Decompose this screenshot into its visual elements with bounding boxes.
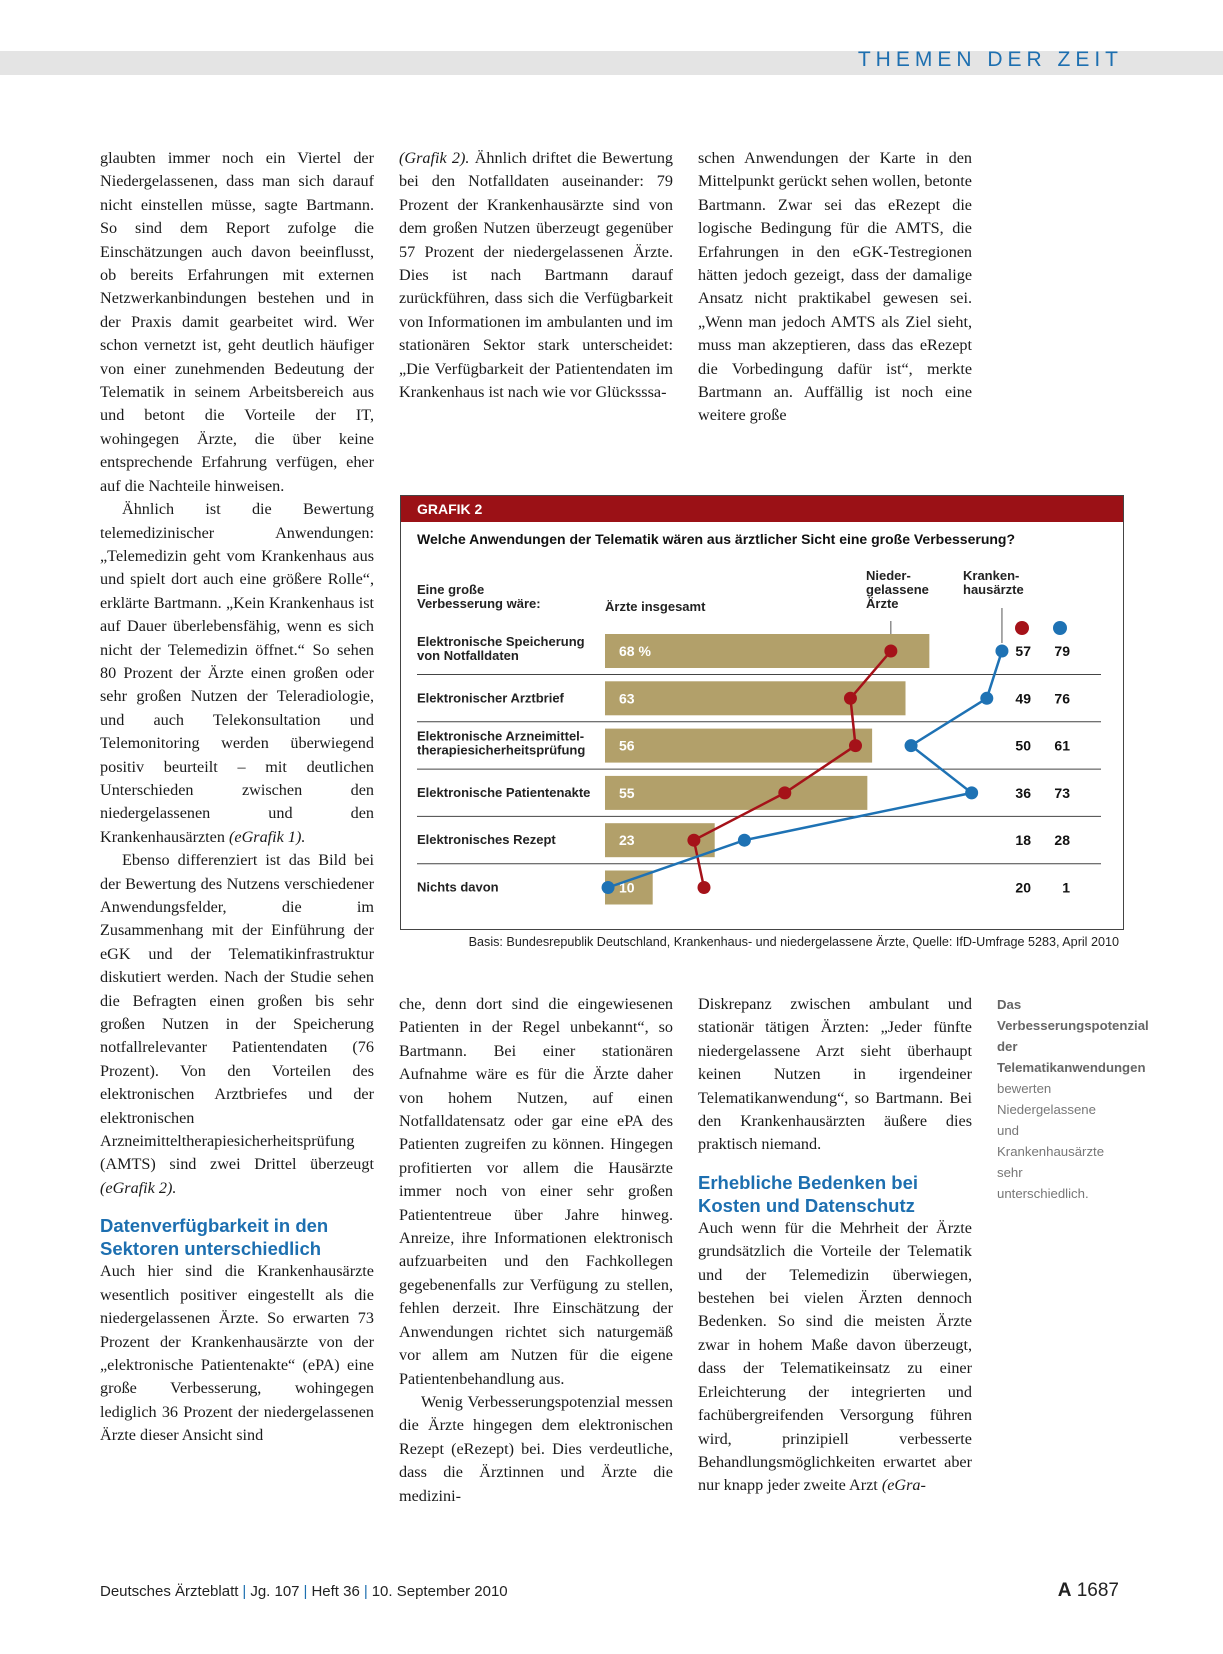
paragraph: che, denn dort sind die eingewiesenen Patienten in der Regel unbekannt“, so Bartmann. Bei einer stationären Aufnahme wäre es für die Ärzte daher von hohem Nutzen, auf einen Notfalldatensatz oder gar eine ePA des Patienten zugreifen zu können. Hingegen profitierten vor allem die Hausärzte immer noch von einer sehr großen Patiententreue über Jahre hinweg. Anreize, ihre Informationen elektronisch aufzuarbeiten und den Fachkollegen gegebenenfalls zur Verfügung zu stellen, fehlen derzeit. Ihre Einschätzung der Anwendungen richtet sich naturgemäß vor allem am Nutzen für die eigene Patientenbehandlung aus. [399, 995, 673, 1388]
category-label: Elektronisches Rezept [417, 832, 556, 848]
series-point [602, 881, 615, 894]
subheading: Datenverfügbarkeit in den Sektoren unterschiedlich [100, 1215, 329, 1260]
category-label: Nichts davon [417, 879, 499, 895]
column-1 [100, 147, 374, 1448]
legend-dot-krankenhaus [1053, 621, 1067, 635]
legend-dot-niedergelassene [1015, 621, 1029, 635]
chart-svg [401, 496, 1123, 929]
volume: Jg. 107 [250, 1583, 300, 1600]
paragraph: Wenig Verbesserungspotenzial messen die Ärzte hingegen dem elektronischen Rezept (eRezept) bei. Dies verdeutliche, dass die Ärztinnen und Ärzte die medizini- [399, 1392, 673, 1505]
issue: Heft 36 [311, 1583, 360, 1600]
bar-label: 55 [619, 784, 635, 801]
series-point [849, 739, 862, 752]
figure-reference: (eGrafik 2). [100, 1178, 177, 1197]
bar-label: 10 [619, 879, 635, 896]
series-point [905, 739, 918, 752]
category-label: Elektronischer Arztbrief [417, 690, 564, 706]
bar-label: 68 % [619, 643, 651, 659]
column-2-top [399, 147, 673, 404]
paragraph: glaubten immer noch ein Viertel der Niedergelassenen, dass man sich darauf nicht einstellen müsse, sagte Bartmann. So sind dem Report zufolge die Einschätzungen auch davon beeinflusst, ob bereits Erfahrungen mit externen Netzwerkanbindungen bestehen und in der Praxis damit gearbeitet wird. Wer schon vernetzt ist, geht deutlich häufiger von einer zunehmenden Bedeutung der Telematik in seinem Arbeitsbereich aus und betont die Vorteile der IT, wohingegen Ärzte, die über keine entsprechende Erfahrung verfügen, eher auf die Nachteile hinweisen. [100, 149, 374, 495]
footer: Deutsches Ärzteblatt | Jg. 107 | Heft 36 | 10. September 2010 [100, 1583, 508, 1600]
paragraph: Ebenso differenziert ist das Bild bei der Bewertung des Nutzens verschiedener Anwendungsfelder, die im Zusammenhang mit der Einführung der eGK und der Telematikinfrastruktur diskutiert werden. Nach der Studie sehen die Befragten einen großen bis sehr großen Nutzen in der Speicherung notfallrelevanter Patientendaten (76 Prozent). Von den Vorteilen des elektronischen Arztbriefes und der elektronischen Arzneimitteltherapiesicherheitsprüfung (AMTS) sind zwei Drittel überzeugt (eGrafik 2). [100, 851, 374, 1197]
paragraph: Ähnlich ist die Bewertung telemedizinischer Anwendungen: „Telemedizin geht vom Krankenhaus aus und spielt dort auch eine größere Rolle“, erklärte Bartmann. „Kein Krankenhaus ist auf Dauer überlebensfähig, wenn es sich nicht der Telemedizin öffnet.“ So sehen 80 Prozent der Ärzte einen großen oder sehr großen Nutzen der Teleradiologie, und auch Telekonsultation und Telemonitoring werden überwiegend positiv beurteilt – mit deutlichen Unterschieden zwischen den niedergelassenen und den Krankenhausärzten (eGrafik 1). [100, 500, 374, 846]
figure-reference: (eGra- [881, 1476, 926, 1495]
bar [605, 776, 867, 810]
series-point [965, 786, 978, 799]
margin-note-bold: Das Verbesserungspotenzial der Telematikanwendungen [997, 997, 1149, 1075]
value-niedergelassene: 49 [1015, 690, 1031, 707]
chart-label: GRAFIK 2 [417, 501, 483, 517]
value-krankenhaus: 1 [1062, 879, 1070, 896]
series-point [995, 645, 1008, 658]
category-label: Elektronische Arzneimittel-therapiesicherheitsprüfung [417, 728, 586, 758]
paragraph: Auch hier sind die Krankenhausärzte wesentlich positiver eingestellt als die niedergelassenen Ärzte. So erwarten 73 Prozent der Krankenhausärzte von der „elektronische Patientenakte“ (ePA) eine große Verbesserung, wohingegen lediglich 36 Prozent der niedergelassenen Ärzte dieser Ansicht sind [100, 1262, 374, 1445]
value-niedergelassene: 20 [1015, 879, 1031, 896]
paragraph: (Grafik 2). Ähnlich driftet die Bewertung bei den Notfalldaten auseinander: 79 Prozent der Krankenhausärzte sind von dem großen Nutzen überzeugt gegenüber 57 Prozent der niedergelassenen Ärzte. Dies ist nach Bartmann darauf zurückführen, dass sich die Verfügbarkeit von Informationen im ambulanten und im stationären Sektor stark unterscheidet: „Die Verfügbarkeit der Patientendaten im Krankenhaus ist nach wie vor Glücksssa- [399, 149, 674, 402]
value-krankenhaus: 79 [1054, 643, 1070, 659]
legend-niedergelassene: Nieder-gelassene Ärzte [866, 568, 929, 611]
value-niedergelassene: 18 [1015, 832, 1031, 849]
issue-date: 10. September 2010 [371, 1583, 508, 1600]
paragraph: Auch wenn für die Mehrheit der Ärzte grundsätzlich die Vorteile der Telematik und der Telemedizin überwiegen, bestehen bei vielen Ärzten dennoch Bedenken. So sind die meisten Ärzte zwar in hohem Maße davon überzeugt, dass der Telematikeinsatz zu einer Erleichterung der integrierten und fachübergreifenden Versorgung führen wird, prinzipiell verbesserte Behandlungsmöglichkeiten erwartet aber nur knapp jeder zweite Arzt (eGra- [698, 1218, 972, 1495]
page-number: A 1687 [1057, 1580, 1119, 1601]
chart-source: Basis: Bundesrepublik Deutschland, Krankenhaus- und niedergelassene Ärzte, Quelle: IfD-Umfrage 5283, April 2010 [468, 935, 1119, 949]
paragraph: schen Anwendungen der Karte in den Mittelpunkt gerückt sehen wollen, betonte Bartmann. Zwar sei das eRezept die logische Bedingung für die AMTS, die Erfahrungen in den eGK-Testregionen hätten jedoch gezeigt, dass der damalige Ansatz nicht praktikabel gewesen sei. „Wenn man jedoch AMTS als Ziel sieht, muss man akzeptieren, dass das eRezept die Vorbedingung dafür ist“, merkte Bartmann an. Auffällig ist noch eine weitere große [698, 149, 972, 425]
paragraph: Diskrepanz zwischen ambulant und stationär tätigen Ärzten: „Jeder fünfte niedergelassene Arzt sieht überhaupt keinen Nutzen in irgendeiner Telematikanwendung“, so Bartmann. Bei den Krankenhausärzten äußere dies praktisch niemand. [698, 995, 972, 1154]
value-krankenhaus: 76 [1054, 690, 1070, 707]
series-point [698, 881, 711, 894]
margin-note [997, 994, 1149, 1204]
legend-krankenhaus: Kranken-hausärzte [963, 568, 1024, 597]
series-point [980, 692, 993, 705]
category-label: Elektronische Patientenakte [417, 784, 591, 800]
chart-title: Welche Anwendungen der Telematik wären aus ärztlicher Sicht eine große Verbesserung? [417, 531, 1016, 547]
column-3-bottom [698, 993, 972, 1498]
chart-grafik-2 [400, 495, 1124, 930]
column-2-bottom [399, 993, 673, 1508]
margin-note-text: bewerten Niedergelassene und Krankenhausärzte sehr unterschiedlich. [997, 1081, 1105, 1201]
figure-reference: (Grafik 2). [399, 149, 470, 167]
bar-label: 63 [619, 690, 635, 707]
journal-name: Deutsches Ärzteblatt [100, 1583, 239, 1600]
bar-label: 56 [619, 737, 635, 754]
value-krankenhaus: 61 [1054, 737, 1070, 754]
bar-label: 23 [619, 832, 635, 849]
series-point [884, 645, 897, 658]
bar-header: Ärzte insgesamt [605, 599, 706, 614]
series-point [778, 786, 791, 799]
category-label: Elektronische Speicherung von Notfalldaten [417, 634, 585, 663]
value-niedergelassene: 50 [1015, 737, 1031, 754]
series-point [844, 692, 857, 705]
bar [605, 729, 872, 763]
section-title: THEMEN DER ZEIT [857, 48, 1123, 71]
value-niedergelassene: 36 [1015, 784, 1031, 801]
series-point [738, 834, 751, 847]
figure-reference: (eGrafik 1). [229, 827, 306, 846]
series-point [687, 834, 700, 847]
value-niedergelassene: 57 [1015, 643, 1031, 659]
row-header: Eine große Verbesserung wäre: [417, 582, 541, 611]
column-3-top [698, 147, 972, 428]
value-krankenhaus: 73 [1054, 784, 1070, 801]
subheading: Erhebliche Bedenken bei Kosten und Datenschutz [698, 1171, 919, 1216]
value-krankenhaus: 28 [1054, 832, 1070, 849]
